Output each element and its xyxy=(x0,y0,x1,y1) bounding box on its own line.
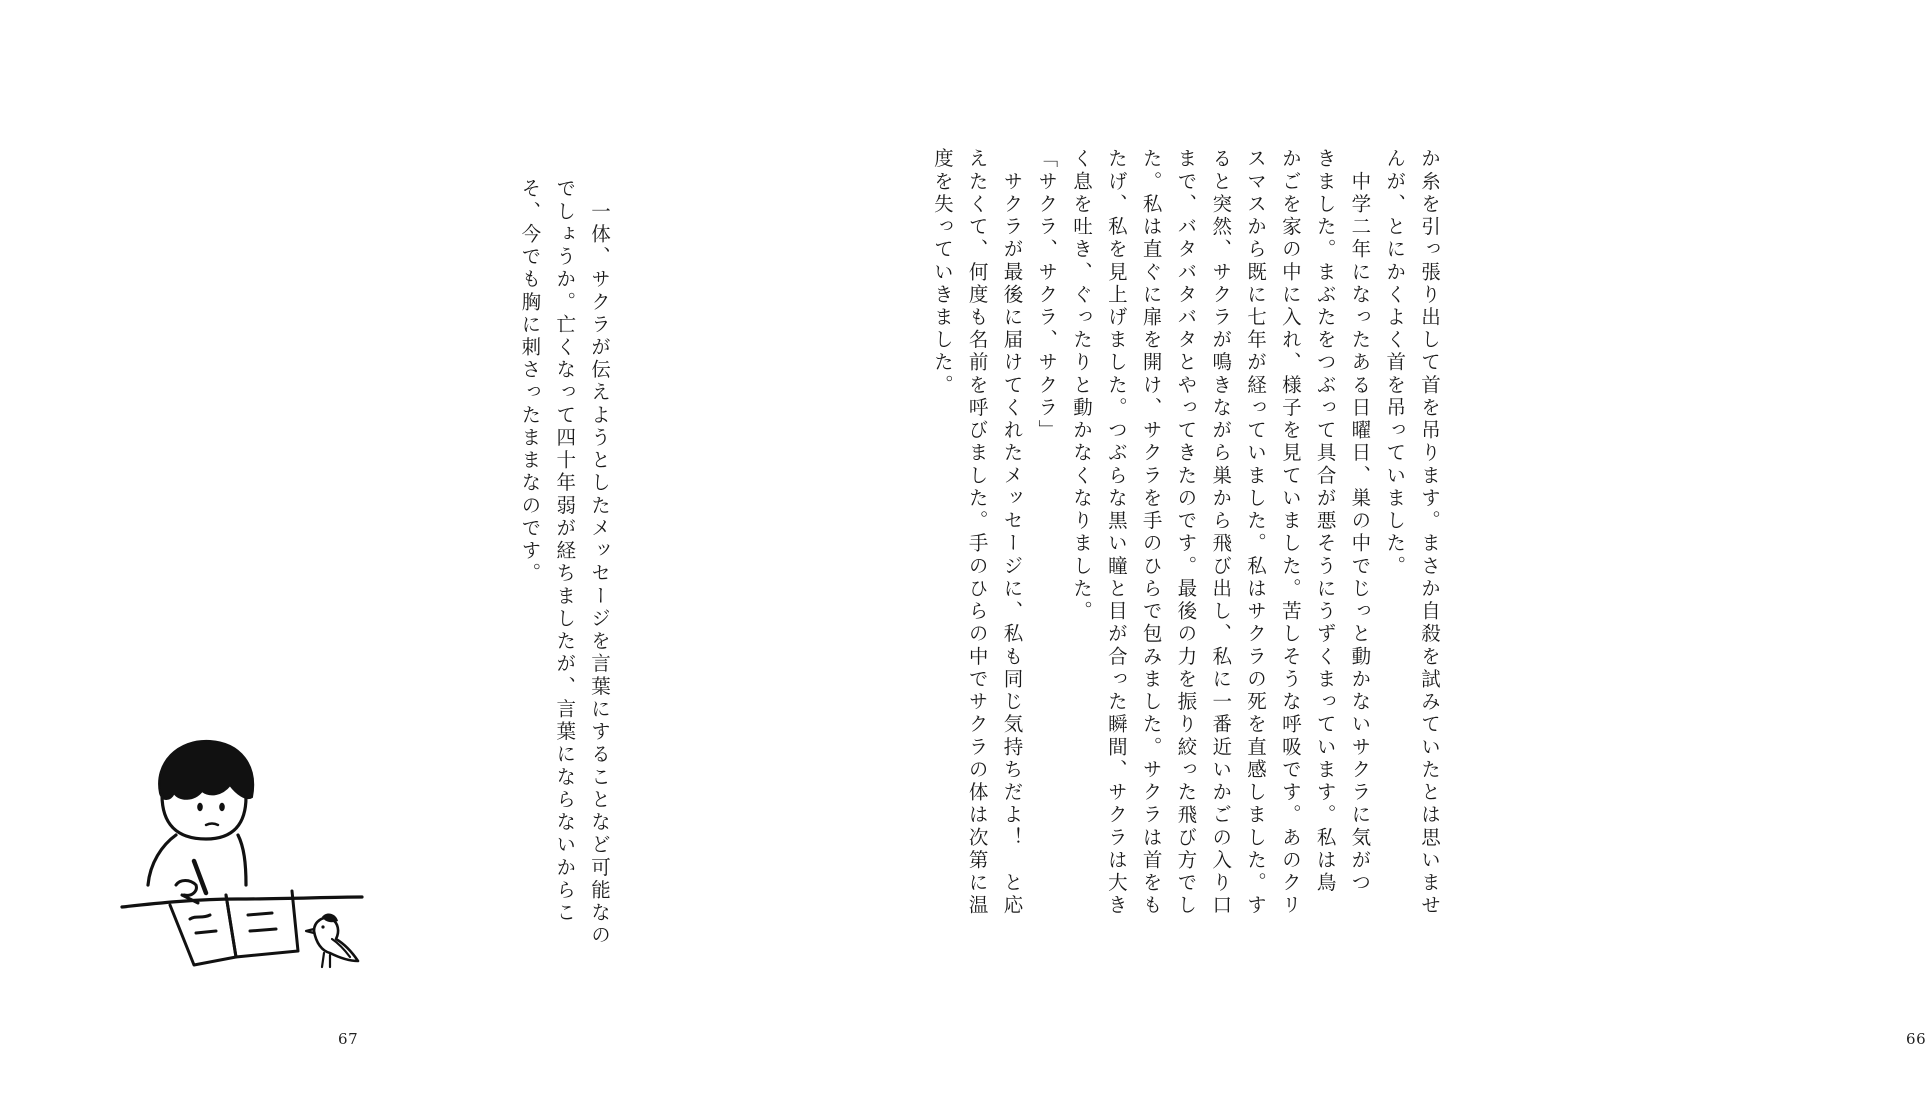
text-line: そ、今でも胸に刺さったままなのです。 xyxy=(518,178,542,586)
text-line: ると突然、サクラが鳴きながら巣から飛び出し、私に一番近いかごの入り口 xyxy=(1209,148,1233,918)
page-67 xyxy=(0,0,756,1111)
text-line: 一体、サクラが伝えようとしたメッセージを言葉にすることなど可能なの xyxy=(588,178,611,948)
text-line: えたくて、何度も名前を呼びました。手のひらの中でサクラの体は次第に温 xyxy=(965,148,989,918)
text-line: でしょうか。亡くなって四十年弱が経ちましたが、言葉にならないからこ xyxy=(553,178,577,925)
text-line: たげ、私を見上げました。つぶらな黒い瞳と目が合った瞬間、サクラは大き xyxy=(1104,148,1128,918)
page-number: 66 xyxy=(1906,1030,1926,1048)
text-line: た。私は直ぐに扉を開け、サクラを手のひらで包みました。サクラは首をも xyxy=(1139,148,1163,918)
text-line: か糸を引っ張り出して首を吊ります。まさか自殺を試みていたとは思いませ xyxy=(1418,148,1441,918)
page-number: 67 xyxy=(338,1030,359,1048)
text-line: まで、バタバタバタとやってきたのです。最後の力を振り絞った飛び方でし xyxy=(1174,148,1198,918)
body-text-page-67 xyxy=(512,178,616,948)
page-66 xyxy=(756,0,1926,1111)
text-line: 中学二年になったある日曜日、巣の中でじっと動かないサクラに気がつ xyxy=(1348,148,1372,895)
text-line: きました。まぶたをつぶって具合が悪そうにうずくまっています。私は鳥 xyxy=(1313,148,1337,895)
text-line: スマスから既に七年が経っていました。私はサクラの死を直感しました。す xyxy=(1244,148,1268,918)
text-line: んが、とにかくよく首を吊っていました。 xyxy=(1383,148,1407,578)
child-writing-with-bird-icon xyxy=(118,735,368,975)
text-line: サクラが最後に届けてくれたメッセージに、私も同じ気持ちだよ！ と応 xyxy=(1000,148,1024,918)
body-text-page-66 xyxy=(924,148,1446,918)
text-line: く息を吐き、ぐったりと動かなくなりました。 xyxy=(1070,148,1094,624)
text-line: 度を失っていきました。 xyxy=(930,148,954,397)
text-line: かごを家の中に入れ、様子を見ていました。苦しそうな呼吸です。あのクリ xyxy=(1278,148,1302,918)
text-line: 「サクラ、サクラ、サクラ」 xyxy=(1035,148,1059,443)
